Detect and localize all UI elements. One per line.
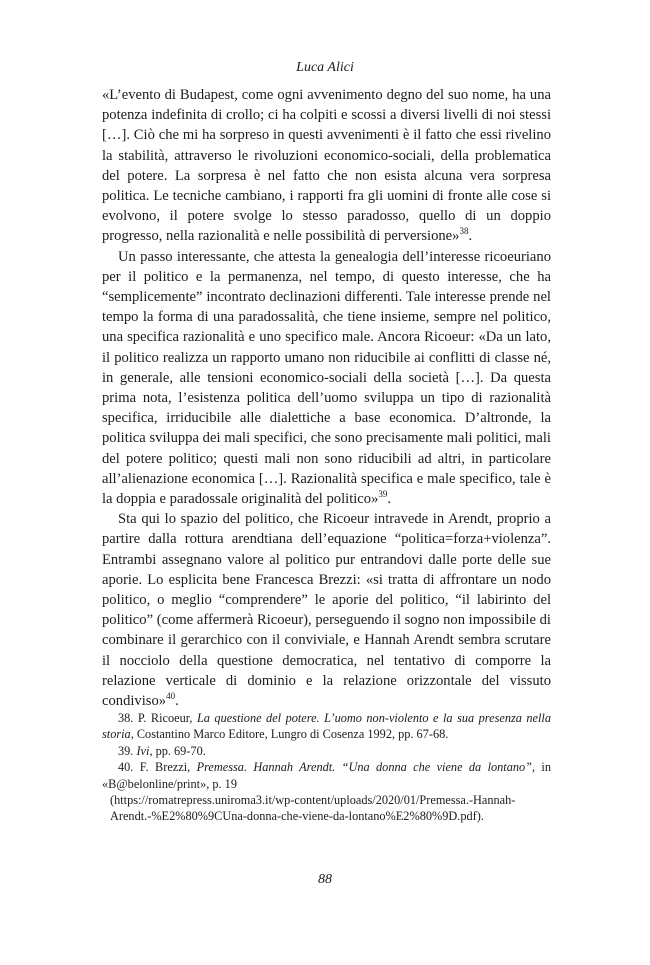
- footnote-40-url[interactable]: (https://romatrepress.uniroma3.it/wp-content/uploads/2020/01/Premessa.-Hannah-Arendt.-%E2%80%9CUna-donna-che-viene-da-lontano%E2%80%9D.pdf).: [110, 793, 516, 824]
- footnote-prefix: 39.: [118, 743, 137, 758]
- page-number: 88: [318, 872, 332, 887]
- paragraph-text: Sta qui lo spazio del politico, che Ricoeur intravede in Arendt, proprio a partire dalla rottura arendtiana dell’equazione “politica=forza+violenza”. Entrambi assegnano valore al politico pur entrandovi dalle porte delle sue aporie. Lo esplicita bene Francesca Brezzi: «si tratta di affrontare un nodo politico, o meglio “comprendere” le aporie del politico, “il labirinto del politico” (come affermerà Ricoeur), perseguendo il sogno non impossibile di combinare il gerarchico con il conviviale, e Hannah Arendt sembra scrutare il nocciolo della questione democratica, nel tentativo di comporre la relazione verticale di dominio e la relazione orizzontale del vissuto condiviso»: [102, 511, 551, 710]
- footnote-ref-40[interactable]: 40: [166, 691, 176, 702]
- main-text: [102, 85, 551, 711]
- paragraph-quote-budapest: «L’evento di Budapest, come ogni avvenimento degno del suo nome, ha una potenza indefinita di crollo; ci ha colpiti e scossi a diversi livelli di noi stessi […]. Ciò che mi ha sorpreso in questi avvenimenti è il fatto che essi rivelino la stabilità, attraverso le rivoluzioni economico-sociali, della problematica del potere. La sorpresa è nel fatto che non esista alcuna vera sorpresa politica. Le tecniche cambiano, i rapporti fra gli uomini di fronte alle cose si evolvono, il potere svolge lo stesso paradosso, quello di un doppio progresso, nella razionalità e nelle possibilità di perversione»$^{38}$.: [102, 87, 551, 245]
- paragraph-interesting-passage: Un passo interessante, che attesta la genealogia dell’interesse ricoeuriano per il politico e la permanenza, nel tempo, di questo interesse, che ha “semplicemente” incontrato declinazioni differenti. Tale interesse prende nel tempo la forma di una paradossalità, che tiene insieme, sempre nel politico, una specifica razionalità e uno specifico male. Ancora Ricoeur: «Da un lato, il politico realizza un rapporto umano non riducibile ai conflitti di classe né, in generale, alle tensioni economico-sociali della società […]. Da questa prima nota, l’esistenza politica dell’uomo sviluppa un tipo di razionalità specifica, irriducibile alle dialettiche a base economica. D’altronde, la politica sviluppa dei mali specifici, che sono precisamente mali politici, mali del potere politico; questi mali non sono riducibili ad altri, in particolare all’alienazione economica […]. Razionalità specifica e male specifico, tale è la doppia e paradossale originalità del politico»$^{39}$.: [102, 248, 551, 508]
- footnote-ref-39[interactable]: 39: [378, 489, 388, 500]
- footnote-38: [102, 710, 551, 743]
- running-header: Luca Alici: [296, 60, 354, 75]
- paragraph-text: «L’evento di Budapest, come ogni avvenimento degno del suo nome, ha una potenza indefinita di crollo; ci ha colpiti e scossi a diversi livelli di noi stessi […]. Ciò che mi ha sorpreso in questi avvenimenti è il fatto che essi rivelino la stabilità, attraverso le rivoluzioni economico-sociali, della problematica del potere. La sorpresa è nel fatto che non esista alcuna vera sorpresa politica. Le tecniche cambiano, i rapporti fra gli uomini di fronte alle cose si evolvono, il potere svolge lo stesso paradosso, quello di un doppio progresso, nella razionalità e nelle possibilità di perversione»: [102, 87, 551, 245]
- footnote-title: La questione del potere. L’uomo non-violento e la sua presenza nella storia: [102, 711, 552, 742]
- footnote-ref-38[interactable]: 38: [459, 226, 469, 237]
- paragraph-text: Un passo interessante, che attesta la genealogia dell’interesse ricoeuriano per il politico e la permanenza, nel tempo, di questo interesse, che ha “semplicemente” incontrato declinazioni differenti. Tale interesse prende nel tempo la forma di una paradossalità, che tiene insieme, sempre nel politico, una specifica razionalità e uno specifico male. Ancora Ricoeur: «Da un lato, il politico realizza un rapporto umano non riducibile ai conflitti di classe né, in generale, alle tensioni economico-sociali della società […]. Da questa prima nota, l’esistenza politica dell’uomo sviluppa un tipo di razionalità specifica, irriducibile alle dialettiche a base economica. D’altronde, la politica sviluppa dei mali specifici, che sono precisamente mali politici, mali del potere politico; questi mali non sono riducibili ad altri, in particolare all’alienazione economica […]. Razionalità specifica e male specifico, tale è la doppia e paradossale originalità del politico»: [102, 248, 551, 508]
- footnote-rest: , pp. 69-70.: [149, 743, 206, 758]
- footnote-title: Premessa. Hannah Arendt. “Una donna che viene da lontano”: [196, 760, 532, 775]
- footnote-title: Ivi: [136, 743, 150, 758]
- footnote-rest: , in «B@belonline/print», p. 19: [102, 760, 551, 791]
- footnote-rest: , Costantino Marco Editore, Lungro di Cosenza 1992, pp. 67-68.: [130, 727, 449, 742]
- footnote-prefix: 38. P. Ricoeur,: [118, 711, 197, 725]
- footnote-40: [102, 759, 551, 792]
- paragraph-space-of-politics: Sta qui lo spazio del politico, che Ricoeur intravede in Arendt, proprio a partire dalla rottura arendtiana dell’equazione “politica=forza+violenza”. Entrambi assegnano valore al politico pur entrandovi dalle porte delle sue aporie. Lo esplicita bene Francesca Brezzi: «si tratta di affrontare un nodo politico, o meglio “comprendere” le aporie del politico, “il labirinto del politico” (come affermerà Ricoeur), perseguendo il sogno non impossibile di combinare il gerarchico con il conviviale, e Hannah Arendt sembra scrutare il nocciolo della questione democratica, nel tentativo di comporre la relazione verticale di dominio e la relazione orizzontale del vissuto condiviso»$^{40}$.: [102, 511, 551, 710]
- footnote-39: [102, 743, 551, 759]
- footnote-prefix: 40. F. Brezzi,: [118, 760, 197, 775]
- footnotes: [102, 710, 551, 825]
